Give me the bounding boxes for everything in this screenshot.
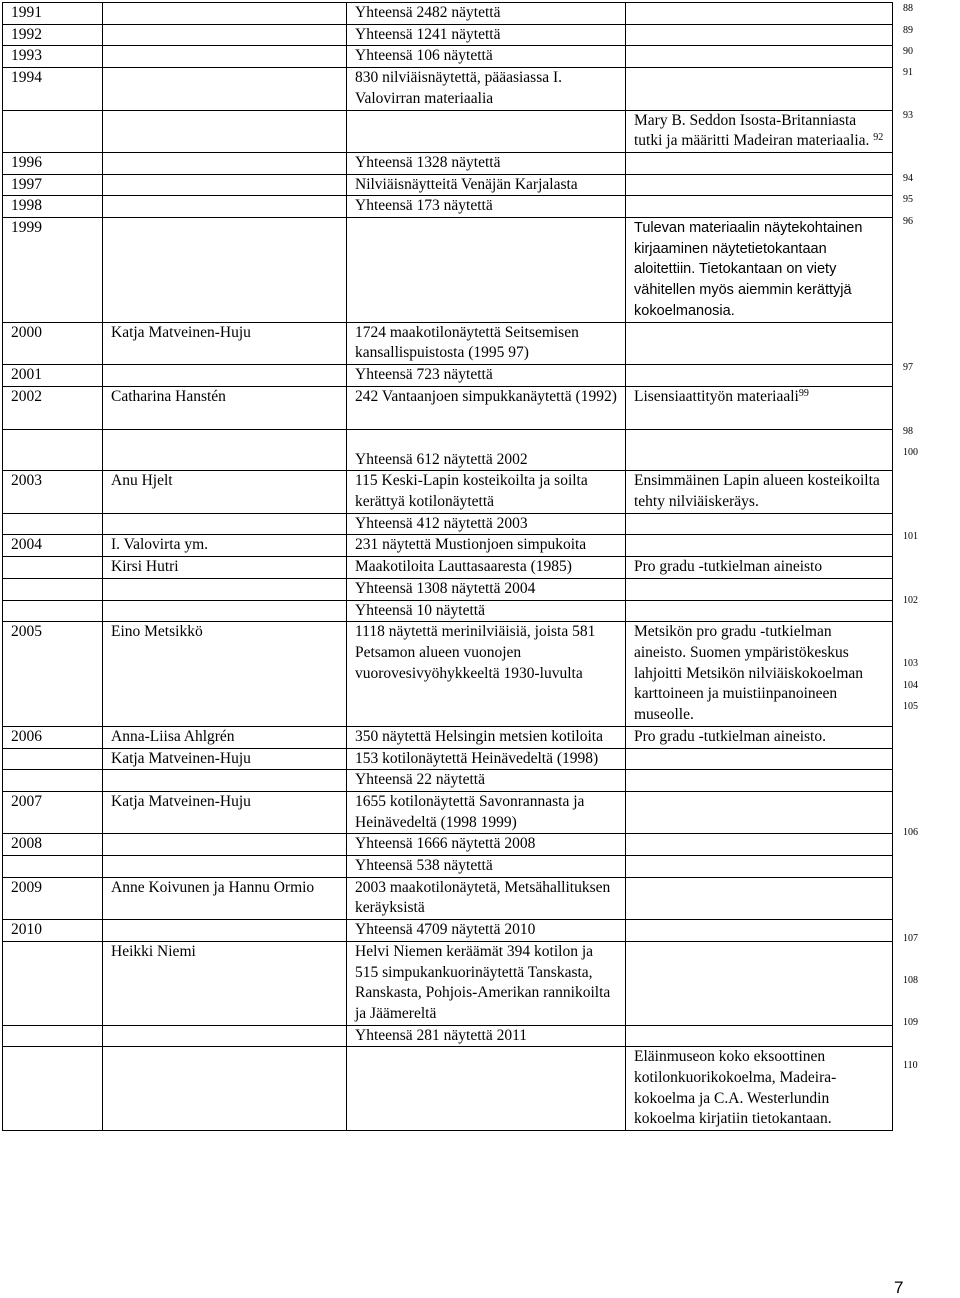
year-cell: 1992 (3, 24, 103, 46)
material-cell: 242 Vantaanjoen simpukkanäytettä (1992) (347, 386, 626, 429)
collector-cell (103, 600, 347, 622)
material-cell: Yhteensä 1308 näytettä 2004 (347, 578, 626, 600)
note-cell: Ensimmäinen Lapin alueen kosteikoilta tehty nilviäiskeräys. (626, 471, 893, 513)
note-cell (626, 877, 893, 919)
table-row (3, 622, 893, 727)
year-cell: 2004 (3, 535, 103, 557)
year-cell (3, 1047, 103, 1131)
table-row (3, 1047, 893, 1131)
material-cell: Yhteensä 1328 näytettä (347, 152, 626, 174)
collector-cell: Anu Hjelt (103, 471, 347, 513)
year-cell: 2003 (3, 471, 103, 513)
year-cell (3, 856, 103, 878)
year-cell: 1991 (3, 3, 103, 25)
material-cell: Yhteensä 173 näytettä (347, 196, 626, 218)
year-cell (3, 770, 103, 792)
table-row (3, 941, 893, 1025)
note-cell: Metsikön pro gradu -tutkielman aineisto. Suomen ympäristökeskus lahjoitti Metsikön nilviäiskokoelman karttoineen ja muistiinpanoineen museolle. (626, 622, 893, 727)
footnote-number: 101 (903, 531, 918, 542)
note-text: Lisensiaattityön materiaali (634, 387, 799, 405)
note-text: Mary B. Seddon Isosta-Britanniasta tutki ja määritti Madeiran materiaalia. (634, 111, 870, 150)
footnote-number: 107 (903, 933, 918, 944)
year-cell: 2001 (3, 364, 103, 386)
year-cell (3, 941, 103, 1025)
year-cell (3, 513, 103, 535)
footnote-number: 88 (903, 3, 913, 14)
material-cell (347, 1047, 626, 1131)
collector-cell: Anne Koivunen ja Hannu Ormio (103, 877, 347, 919)
note-cell (626, 856, 893, 878)
table-row (3, 322, 893, 364)
year-cell: 2010 (3, 920, 103, 942)
material-cell (347, 218, 626, 323)
table-row (3, 152, 893, 174)
table-row (3, 68, 893, 110)
material-cell: Yhteensä 1666 näytettä 2008 (347, 834, 626, 856)
year-cell: 1996 (3, 152, 103, 174)
page-number: 7 (894, 1278, 904, 1297)
table-row (3, 364, 893, 386)
note-cell (626, 578, 893, 600)
material-cell: Yhteensä 538 näytettä (347, 856, 626, 878)
year-cell (3, 557, 103, 579)
collector-cell (103, 1047, 347, 1131)
footnote-number: 110 (903, 1060, 918, 1071)
table-row (3, 535, 893, 557)
year-cell (3, 600, 103, 622)
table-row (3, 471, 893, 513)
footnote-ref: 99 (798, 387, 809, 399)
footnote-number: 90 (903, 46, 913, 57)
footnote-number: 98 (903, 426, 913, 437)
collector-cell (103, 920, 347, 942)
table-row (3, 877, 893, 919)
note-cell (626, 535, 893, 557)
footnote-number: 91 (903, 67, 913, 78)
collector-cell (103, 770, 347, 792)
year-cell: 1994 (3, 68, 103, 110)
collection-history-table (2, 2, 893, 1131)
year-cell: 1997 (3, 174, 103, 196)
collector-cell (103, 429, 347, 471)
collector-cell: I. Valovirta ym. (103, 535, 347, 557)
footnote-number: 95 (903, 194, 913, 205)
material-cell: Yhteensä 281 näytettä 2011 (347, 1025, 626, 1047)
footnote-number: 103 (903, 658, 918, 669)
table-row (3, 600, 893, 622)
table-row (3, 726, 893, 748)
table-row (3, 748, 893, 770)
table-row (3, 386, 893, 429)
collector-cell: Katja Matveinen-Huju (103, 748, 347, 770)
material-cell: 153 kotilonäytettä Heinävedeltä (1998) (347, 748, 626, 770)
material-cell: Helvi Niemen keräämät 394 kotilon ja 515 simpukankuorinäytettä Tanskasta, Ranskasta, Pohjois-Amerikan rannikoilta ja Jäämereltä (347, 941, 626, 1025)
note-cell: Pro gradu -tutkielman aineisto (626, 557, 893, 579)
material-cell: 1118 näytettä merinilviäisiä, joista 581 Petsamon alueen vuonojen vuorovesivyöhykkeeltä 1930-luvulta (347, 622, 626, 727)
footnote-number: 102 (903, 595, 918, 606)
footnote-number: 105 (903, 701, 918, 712)
material-cell: 1724 maakotilonäytettä Seitsemisen kansallispuistosta (1995 97) (347, 322, 626, 364)
year-cell (3, 1025, 103, 1047)
collector-cell (103, 218, 347, 323)
note-cell (626, 68, 893, 110)
table-row (3, 920, 893, 942)
note-cell (626, 834, 893, 856)
collector-cell (103, 196, 347, 218)
material-cell (347, 110, 626, 152)
collector-cell: Anna-Liisa Ahlgrén (103, 726, 347, 748)
year-cell: 2000 (3, 322, 103, 364)
footnote-number: 97 (903, 362, 913, 373)
footnote-number: 106 (903, 827, 918, 838)
collector-cell (103, 834, 347, 856)
material-cell: 350 näytettä Helsingin metsien kotiloita (347, 726, 626, 748)
collector-cell: Kirsi Hutri (103, 557, 347, 579)
table-row (3, 856, 893, 878)
note-cell (626, 110, 893, 152)
year-cell (3, 748, 103, 770)
note-cell (626, 513, 893, 535)
collector-cell (103, 24, 347, 46)
material-cell: 830 nilviäisnäytettä, pääasiassa I. Valovirran materiaalia (347, 68, 626, 110)
note-cell (626, 748, 893, 770)
table-row (3, 110, 893, 152)
table-row (3, 429, 893, 471)
note-cell (626, 46, 893, 68)
table-row (3, 770, 893, 792)
note-cell (626, 920, 893, 942)
note-cell (626, 791, 893, 833)
material-cell: Yhteensä 22 näytettä (347, 770, 626, 792)
table-row (3, 174, 893, 196)
footnote-number: 100 (903, 447, 918, 458)
note-cell (626, 770, 893, 792)
note-cell (626, 1025, 893, 1047)
note-cell (626, 600, 893, 622)
footnote-ref: 92 (873, 132, 884, 144)
collector-cell (103, 513, 347, 535)
table-row (3, 791, 893, 833)
note-cell (626, 941, 893, 1025)
collector-cell (103, 68, 347, 110)
note-cell (626, 3, 893, 25)
year-cell: 2006 (3, 726, 103, 748)
material-cell: Yhteensä 723 näytettä (347, 364, 626, 386)
collector-cell (103, 3, 347, 25)
collector-cell: Katja Matveinen-Huju (103, 791, 347, 833)
year-cell (3, 110, 103, 152)
collector-cell: Katja Matveinen-Huju (103, 322, 347, 364)
note-cell (626, 152, 893, 174)
year-cell: 1999 (3, 218, 103, 323)
collector-cell (103, 578, 347, 600)
table-row (3, 46, 893, 68)
footnote-number: 109 (903, 1017, 918, 1028)
year-cell: 2005 (3, 622, 103, 727)
table-row (3, 1025, 893, 1047)
note-cell (626, 24, 893, 46)
material-cell: Yhteensä 10 näytettä (347, 600, 626, 622)
material-cell: 115 Keski-Lapin kosteikoilta ja soilta kerättyä kotilonäytettä (347, 471, 626, 513)
note-cell: Pro gradu -tutkielman aineisto. (626, 726, 893, 748)
collector-cell (103, 46, 347, 68)
year-cell (3, 429, 103, 471)
material-cell: Yhteensä 2482 näytettä (347, 3, 626, 25)
year-cell: 2002 (3, 386, 103, 429)
note-cell (626, 429, 893, 471)
table-row (3, 218, 893, 323)
note-cell (626, 196, 893, 218)
footnote-number: 93 (903, 110, 913, 121)
collector-cell: Heikki Niemi (103, 941, 347, 1025)
material-cell: 231 näytettä Mustionjoen simpukoita (347, 535, 626, 557)
note-cell (626, 322, 893, 364)
material-cell: 2003 maakotilonäytetä, Metsähallituksen keräyksistä (347, 877, 626, 919)
collector-cell: Eino Metsikkö (103, 622, 347, 727)
collector-cell (103, 174, 347, 196)
year-cell: 2007 (3, 791, 103, 833)
footnote-number: 89 (903, 25, 913, 36)
note-cell: Tulevan materiaalin näytekohtainen kirjaaminen näytetietokantaan aloitettiin. Tietokantaan on viety vähitellen myös aiemmin kerättyjä kokoelmanosia. (626, 218, 893, 323)
material-cell: Yhteensä 1241 näytettä (347, 24, 626, 46)
footnote-number: 104 (903, 680, 918, 691)
table-row (3, 513, 893, 535)
table-row (3, 578, 893, 600)
material-cell: 1655 kotilonäytettä Savonrannasta ja Heinävedeltä (1998 1999) (347, 791, 626, 833)
material-cell: Yhteensä 612 näytettä 2002 (347, 429, 626, 471)
table-row (3, 3, 893, 25)
material-cell: Maakotiloita Lauttasaaresta (1985) (347, 557, 626, 579)
note-cell (626, 364, 893, 386)
material-cell: Yhteensä 4709 näytettä 2010 (347, 920, 626, 942)
collector-cell (103, 110, 347, 152)
note-cell (626, 386, 893, 429)
table-row (3, 557, 893, 579)
collector-cell (103, 152, 347, 174)
year-cell: 2009 (3, 877, 103, 919)
collector-cell (103, 1025, 347, 1047)
collector-cell: Catharina Hanstén (103, 386, 347, 429)
table-row (3, 196, 893, 218)
table-row (3, 834, 893, 856)
collector-cell (103, 856, 347, 878)
material-cell: Nilviäisnäytteitä Venäjän Karjalasta (347, 174, 626, 196)
footnote-number: 108 (903, 975, 918, 986)
material-cell: Yhteensä 412 näytettä 2003 (347, 513, 626, 535)
material-cell: Yhteensä 106 näytettä (347, 46, 626, 68)
footnote-number: 96 (903, 216, 913, 227)
year-cell: 2008 (3, 834, 103, 856)
year-cell: 1998 (3, 196, 103, 218)
table-row (3, 24, 893, 46)
year-cell: 1993 (3, 46, 103, 68)
year-cell (3, 578, 103, 600)
note-cell (626, 174, 893, 196)
note-cell: Eläinmuseon koko eksoottinen kotilonkuorikokoelma, Madeira-kokoelma ja C.A. Westerlundin kokoelma kirjatiin tietokantaan. (626, 1047, 893, 1131)
footnote-number: 94 (903, 173, 913, 184)
collector-cell (103, 364, 347, 386)
